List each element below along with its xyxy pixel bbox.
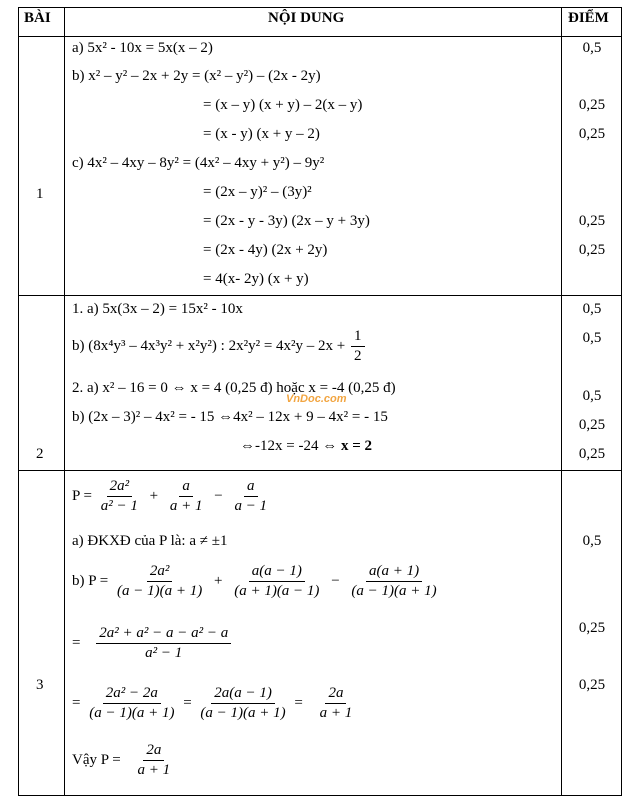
row2-score: 0,25: [578, 417, 606, 433]
fraction-numerator: 2a² − 2a: [103, 685, 161, 704]
row1-number: 1: [36, 186, 44, 202]
equals-sign: =: [183, 695, 192, 711]
fraction-denominator: a² − 1: [145, 645, 183, 661]
fraction-denominator: (a − 1)(a + 1): [351, 583, 437, 599]
header-noi-dung: NỘI DUNG: [268, 10, 345, 26]
fraction-denominator: (a − 1)(a + 1): [117, 583, 203, 599]
fraction-numerator: 1: [351, 328, 365, 347]
equals-sign: =: [294, 695, 303, 711]
fraction-numerator: 2a²: [107, 478, 133, 497]
header-divider: [18, 36, 621, 37]
equals-sign: =: [72, 635, 81, 651]
table-border-bottom: [18, 795, 621, 796]
row1-line: = (2x - y - 3y) (2x – y + 3y): [203, 213, 370, 229]
row3-conclusion: [72, 742, 175, 779]
row2-line5-text: ⇔-12x = -24 ⇔: [240, 438, 338, 454]
minus-sign: −: [331, 573, 340, 589]
fraction: [135, 742, 174, 779]
row2-line: 1. a) 5x(3x – 2) = 15x² - 10x: [72, 301, 243, 317]
fraction-denominator: a + 1: [137, 762, 171, 778]
fraction-numerator: 2a: [143, 742, 164, 761]
table-divider-1: [64, 7, 65, 796]
row3-step-b: [72, 563, 442, 600]
fraction: [231, 478, 270, 515]
fraction: [86, 685, 177, 722]
fraction-numerator: a: [179, 478, 193, 497]
row-divider-1: [18, 295, 621, 296]
row1-score: 0,25: [578, 213, 606, 229]
fraction-numerator: 2a²: [147, 563, 173, 582]
fraction-one-half: [351, 328, 365, 365]
fraction-denominator: (a − 1)(a + 1): [89, 705, 175, 721]
fraction-numerator: a: [244, 478, 258, 497]
fraction-denominator: (a − 1)(a + 1): [200, 705, 286, 721]
p-label: P =: [72, 488, 92, 504]
row1-line: = (x - y) (x + y – 2): [203, 126, 320, 142]
row3-number: 3: [36, 677, 44, 693]
fraction: [317, 685, 356, 722]
equals-sign: =: [72, 695, 81, 711]
row1-score: 0,25: [578, 242, 606, 258]
row2-line: 2. a) x² – 16 = 0 ⇔ x = 4 (0,25 đ) hoặc x = -4 (0,25 đ): [72, 380, 396, 396]
fraction-denominator: a − 1: [234, 498, 268, 514]
row2-score: 0,5: [582, 388, 602, 404]
row1-score: 0,25: [578, 97, 606, 113]
row2-score: 0,5: [582, 330, 602, 346]
row1-line: = 4(x- 2y) (x + y): [203, 271, 309, 287]
fraction: [96, 625, 231, 662]
fraction-denominator: a² − 1: [100, 498, 138, 514]
minus-sign: −: [214, 488, 223, 504]
row3-dkxd: a) ĐKXĐ của P là: a ≠ ±1: [72, 533, 228, 549]
row2-score: 0,25: [578, 446, 606, 462]
b-label: b) P =: [72, 573, 109, 589]
row3-p-definition: [72, 478, 272, 515]
row3-step-simplify: [72, 685, 357, 722]
table-border-top: [18, 7, 621, 8]
row3-score: 0,25: [578, 620, 606, 636]
row1-line: a) 5x² - 10x = 5x(x – 2): [72, 40, 213, 56]
row2-number: 2: [36, 446, 44, 462]
vay-label: Vậy P =: [72, 752, 121, 768]
row1-line: = (2x – y)² – (3y)²: [203, 184, 312, 200]
plus-sign: +: [213, 573, 223, 589]
fraction: [348, 563, 439, 600]
fraction-numerator: 2a² + a² − a − a² − a: [96, 625, 231, 644]
fraction: [98, 478, 141, 515]
fraction-denominator: a + 1: [319, 705, 353, 721]
fraction-numerator: 2a(a − 1): [211, 685, 275, 704]
fraction-numerator: a(a − 1): [249, 563, 305, 582]
fraction: [231, 563, 322, 600]
fraction-numerator: a(a + 1): [366, 563, 422, 582]
table-border-left: [18, 7, 19, 796]
row-divider-2: [18, 470, 621, 471]
fraction-numerator: 2a: [325, 685, 346, 704]
row3-score: 0,25: [578, 677, 606, 693]
row2-score: 0,5: [582, 301, 602, 317]
row2-line-fraction: [72, 328, 367, 365]
fraction: [114, 563, 205, 600]
row2-line-result: [240, 438, 372, 455]
row2-line2-text: b) (8x⁴y³ – 4x³y² + x²y²) : 2x²y² = 4x²y – 2x +: [72, 338, 346, 354]
row1-score: 0,5: [582, 40, 602, 56]
fraction: [167, 478, 206, 515]
fraction-denominator: a + 1: [169, 498, 203, 514]
row2-final-answer: x = 2: [340, 438, 373, 454]
row3-score: 0,5: [582, 533, 602, 549]
plus-sign: +: [149, 488, 159, 504]
fraction-denominator: 2: [354, 348, 362, 364]
header-diem: ĐIỂM: [568, 10, 609, 26]
row1-line: b) x² – y² – 2x + 2y = (x² – y²) – (2x - 2y): [72, 68, 321, 84]
row1-score: 0,25: [578, 126, 606, 142]
row2-line: b) (2x – 3)² – 4x² = - 15 ⇔4x² – 12x + 9 – 4x² = - 15: [72, 409, 388, 425]
watermark-logo: VnDoc.com: [286, 393, 347, 405]
row1-line: = (2x - 4y) (2x + 2y): [203, 242, 328, 258]
row1-line: = (x – y) (x + y) – 2(x – y): [203, 97, 363, 113]
fraction: [197, 685, 288, 722]
fraction-denominator: (a + 1)(a − 1): [234, 583, 320, 599]
row3-step-combine: [72, 625, 233, 662]
header-bai: BÀI: [24, 10, 51, 26]
row1-line: c) 4x² – 4xy – 8y² = (4x² – 4xy + y²) – 9y²: [72, 155, 325, 171]
